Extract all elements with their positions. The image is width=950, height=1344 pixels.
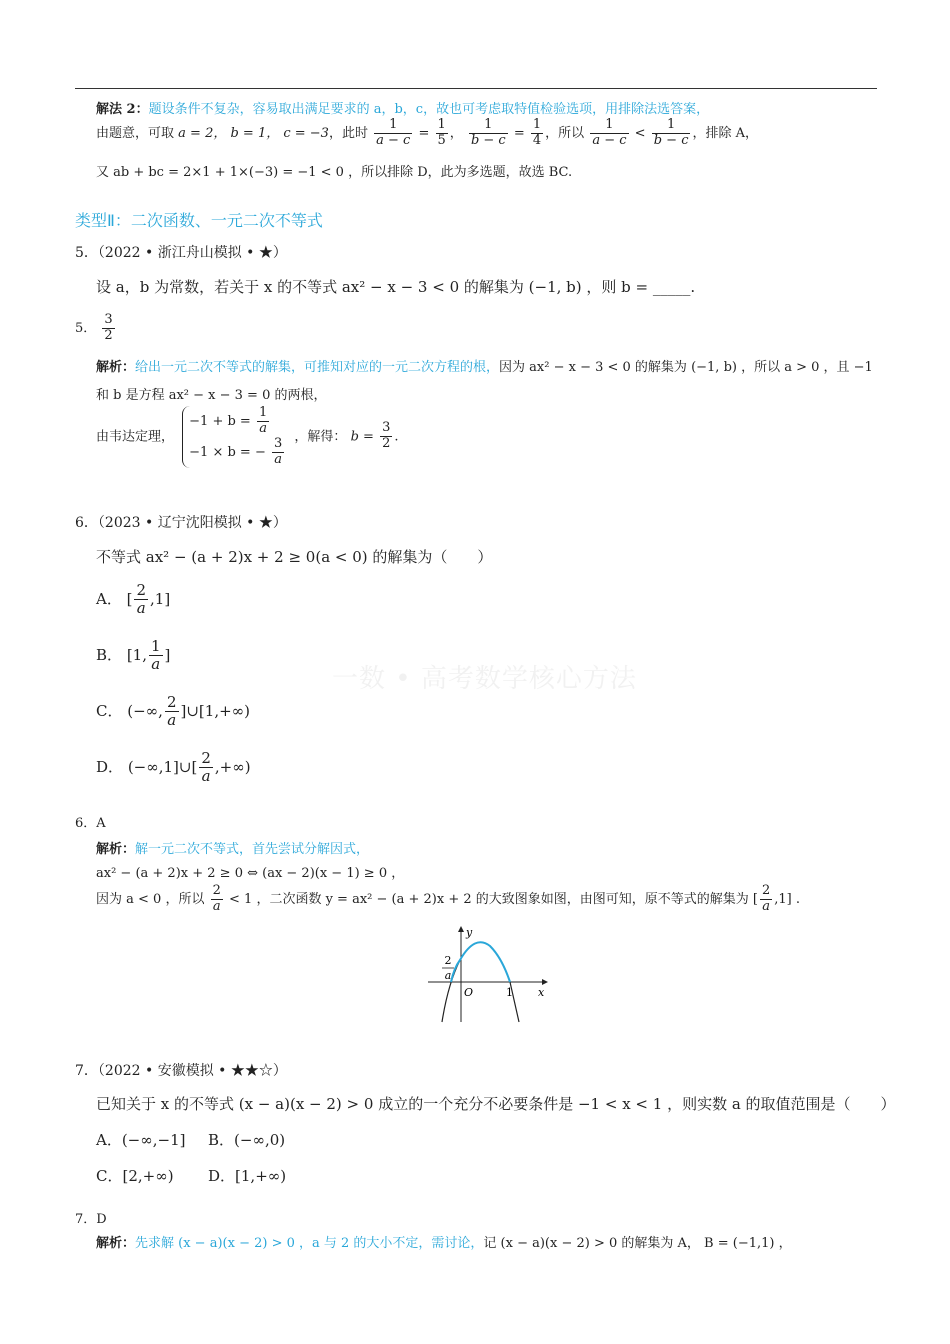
option-label: C．	[96, 701, 123, 720]
q7-option-d[interactable]: D．[1,+∞)	[208, 1167, 287, 1185]
text-segment: =	[418, 125, 430, 141]
solution2-label: 解法 2：	[96, 102, 149, 117]
text-segment: b =	[350, 429, 374, 445]
solution2-calc-line	[96, 118, 758, 149]
y-axis-arrow	[458, 926, 464, 932]
text-segment: ，排除 A，	[692, 125, 759, 141]
analysis-label: 解析：	[96, 842, 136, 857]
fraction: $\frac{1}{a - c}$	[592, 117, 627, 148]
analysis-text: 记 (x − a)(x − 2) > 0 的解集为 A， B = (−1,1) ，	[483, 1236, 792, 1251]
watermark: 一数 • 高考数学核心方法	[332, 664, 637, 694]
fraction: $\frac{1}{a - c}$	[376, 117, 411, 148]
q5-stem: 设 a，b 为常数，若关于 x 的不等式 ax² − x − 3 < 0 的解集为 (−1, b) ，则 b = _____.	[96, 278, 696, 296]
q5-answer	[75, 313, 117, 344]
text-segment: 由题意，可取	[96, 125, 175, 141]
solution2-hint: 题设条件不复杂，容易取出满足要求的 a，b，c，故也可考虑取特值检验选项，用排除法选答案，	[148, 102, 710, 117]
option-label: D．	[96, 757, 124, 776]
option-label: B．	[96, 645, 123, 664]
fraction: $\frac{1}{4}$	[532, 117, 542, 148]
system-eq2: −1 × b = − $\frac{3}{a}$	[189, 435, 283, 467]
text-segment: <	[634, 125, 646, 141]
parabola-curve-highlight	[451, 942, 510, 982]
solution2-conclusion: 又 ab + bc = 2×1 + 1×(−3) = −1 < 0 ，所以排除 D，此为多选题，故选 BC.	[96, 165, 573, 180]
root-one-label: 1	[506, 986, 513, 999]
q6-option-b[interactable]: B． [1, $\frac{1}{a}$ ]	[96, 637, 171, 674]
analysis-label: 解析：	[96, 360, 136, 375]
text-segment: ，解得：	[294, 429, 347, 445]
q7-option-c[interactable]: C．[2,+∞)	[96, 1167, 174, 1185]
q6-option-a[interactable]: A． [ $\frac{2}{a}$ ,1]	[96, 581, 171, 618]
option-label: A．	[96, 589, 122, 608]
q6-stem: 不等式 ax² − (a + 2)x + 2 ≥ 0(a < 0) 的解集为（ ）	[96, 548, 493, 566]
section-title: 类型Ⅱ：二次函数、一元二次不等式	[75, 211, 323, 230]
result-fraction: $\frac{3}{2}$	[382, 420, 391, 452]
y-label: y	[466, 926, 473, 939]
text-segment: ，所以	[545, 125, 585, 141]
origin-label: O	[464, 986, 474, 999]
analysis-hint: 解一元二次不等式，首先尝试分解因式，	[135, 842, 370, 857]
chosen-values: a = 2， b = 1， c = −3	[178, 125, 329, 141]
system-eq1: −1 + b = $\frac{1}{a}$	[189, 405, 268, 436]
analysis-hint: 给出一元二次不等式的解集，可推知对应的一元二次方程的根，	[135, 360, 500, 375]
analysis-label: 解析：	[96, 1236, 136, 1251]
q6-answer: 6．A	[75, 816, 106, 831]
x-axis-arrow	[542, 979, 548, 985]
graph-frac-den: a	[444, 969, 452, 982]
q7-option-b[interactable]: B．(−∞,0)	[208, 1131, 286, 1149]
text-segment: .	[394, 429, 399, 445]
q7-header: 7．（2022 • 安徽模拟 • ★★☆）	[75, 1063, 287, 1079]
fraction: $\frac{1}{b - c}$	[653, 117, 689, 148]
q5-analysis-line1	[96, 356, 873, 375]
text-segment: ，此时	[328, 125, 368, 141]
q6-header: 6．（2023 • 辽宁沈阳模拟 • ★）	[75, 515, 287, 531]
q5-analysis-line2: 和 b 是方程 ax² − x − 3 = 0 的两根，	[96, 388, 327, 403]
text-segment: ，	[449, 125, 463, 141]
q6-option-d[interactable]: D． (−∞,1]∪[ $\frac{2}{a}$ ,+∞)	[96, 749, 251, 786]
text-segment: =	[513, 125, 525, 141]
answer-number: 5．	[75, 320, 97, 336]
fraction: $\frac{1}{b - c}$	[470, 117, 506, 148]
analysis-text: 因为 ax² − x − 3 < 0 的解集为 (−1, b) ，所以 a > 0 ，且 −1	[499, 360, 873, 375]
equation-system	[182, 406, 286, 468]
q7-analysis-line1	[96, 1232, 792, 1251]
q6-analysis-line3: 因为 a < 0 ，所以 $\frac{2}{a}$ < 1 ，二次函数 y = ax² − (a + 2)x + 2 的大致图象如图，由图可知，原不等式的解集为 [ $\frac{2}{a}$ ,1] .	[96, 883, 800, 914]
q6-analysis-line1	[96, 838, 369, 857]
text-segment: 由韦达定理，	[96, 429, 175, 445]
parabola-figure	[420, 924, 550, 1024]
fraction: $\frac{1}{5}$	[437, 117, 446, 148]
answer-fraction: $\frac{3}{2}$	[104, 312, 113, 343]
q6-option-c[interactable]: C． (−∞, $\frac{2}{a}$ ]∪[1,+∞)	[96, 693, 250, 730]
q7-stem: 已知关于 x 的不等式 (x − a)(x − 2) > 0 成立的一个充分不必要条件是 −1 < x < 1 ，则实数 a 的取值范围是（ ）	[96, 1095, 896, 1113]
graph-frac-num: 2	[444, 954, 452, 967]
q7-option-a[interactable]: A．(−∞,−1]	[96, 1131, 186, 1149]
q7-answer: 7．D	[75, 1212, 107, 1227]
q5-vieta-line	[96, 406, 399, 468]
q5-header: 5．（2022 • 浙江舟山模拟 • ★）	[75, 245, 287, 261]
solution2-line	[96, 98, 709, 117]
analysis-hint: 先求解 (x − a)(x − 2) > 0 ，a 与 2 的大小不定，需讨论，	[135, 1236, 484, 1251]
header-rule	[75, 88, 877, 89]
q6-analysis-equivalence: ax² − (a + 2)x + 2 ≥ 0 ⇔ (ax − 2)(x − 1) ≥ 0 ，	[96, 866, 405, 881]
x-label: x	[538, 986, 545, 999]
